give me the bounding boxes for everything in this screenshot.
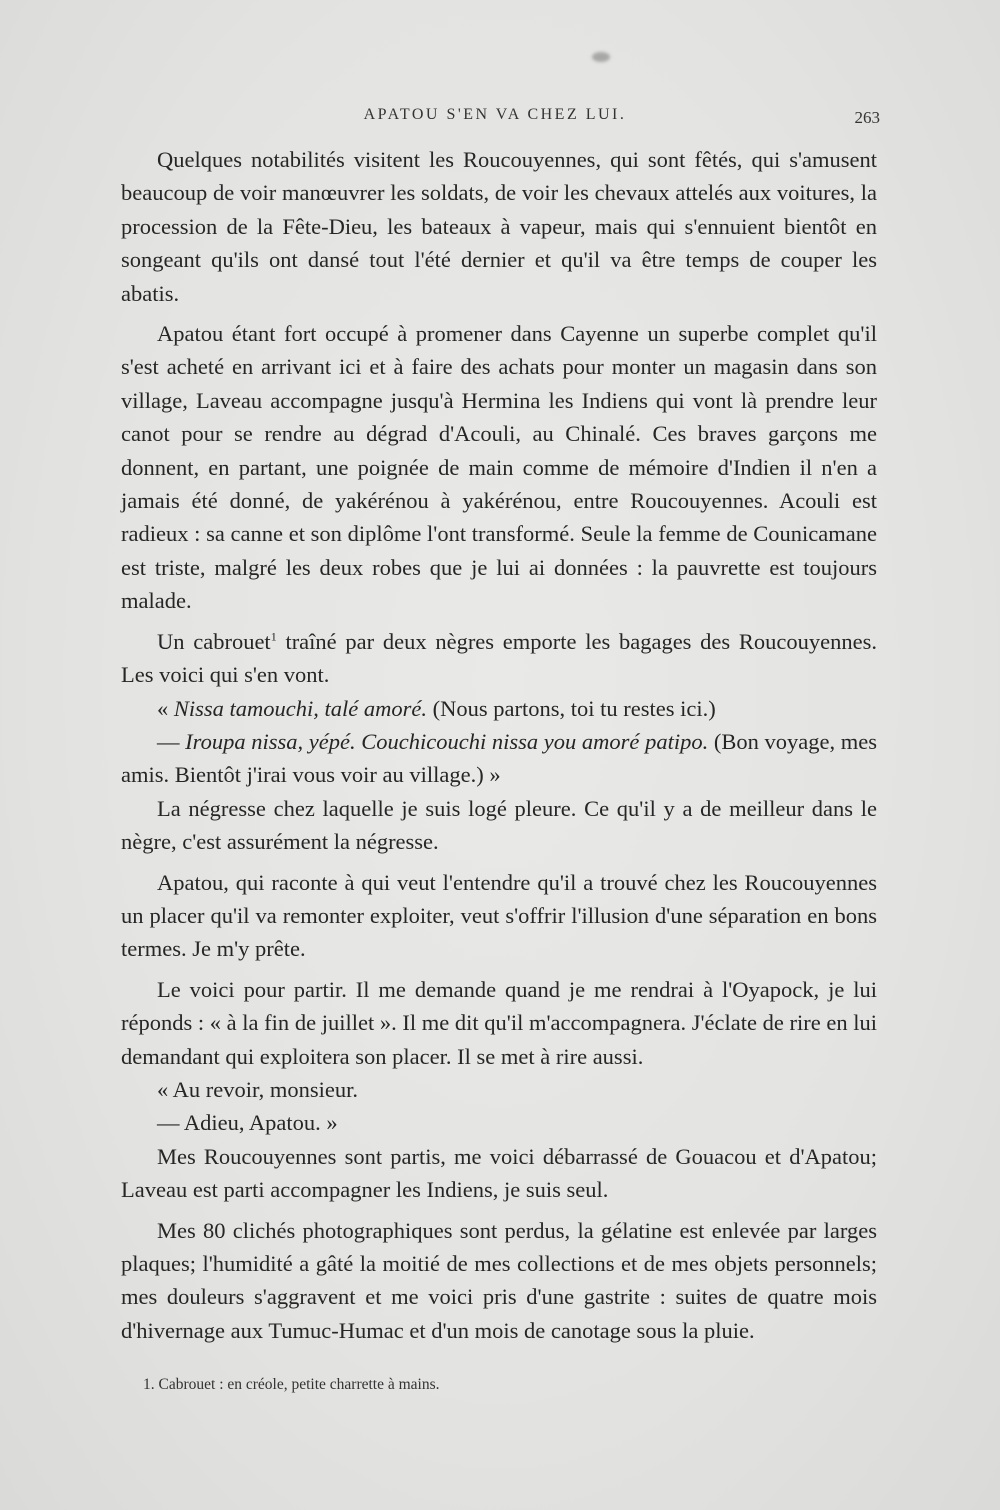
- paragraph-losses: Mes 80 clichés photographiques sont perdus, la gélatine est enlevée par larges plaques; l'humidité a gâté la moitié de mes collections et de mes objets personnels; mes douleurs s'aggravent et me voici pris d'une gastrite : suites de quatre mois d'hivernage aux Tumuc-Humac et d'un mois de canotage sous la pluie.: [121, 1217, 877, 1343]
- body-text: [121, 143, 877, 1347]
- cabrouet-text-rest: traîné par deux nègres emporte les bagages des Roucouyennes. Les voici qui s'en vont.: [121, 628, 878, 688]
- paragraph-departure: Apatou étant fort occupé à promener dans Cayenne un superbe complet qu'il s'est acheté en arrivant ici et à faire des achats pour monter un magasin dans son village, Laveau accompagne jusqu'à Hermina les Indiens qui vont là prendre leur canot pour se rendre au dégrad d'Acouli, au Chinalé. Ces braves garçons me donnent, en partant, une poignée de main comme de mémoire d'Indien il n'en a jamais été donné, de yakérénou à yakérénou, entre Roucouyennes. Acouli est radieux : sa canne et son diplôme l'ont transformé. Seule la femme de Counicamane est triste, malgré les deux robes que je lui ai données : la pauvrette est toujours malade.: [121, 321, 877, 614]
- roucouyenne-phrase: Nissa tamouchi, talé amoré.: [173, 695, 427, 721]
- paragraph-apatou-leaves: Le voici pour partir. Il me demande quand je me rendrai à l'Oyapock, je lui réponds : « à la fin de juillet ». Il me dit qu'il m'accompagnera. J'éclate de rire en lui demandant qui exploitera son placer. Il se met à rire aussi.: [121, 976, 877, 1069]
- footnote: 1. Cabrouet : en créole, petite charrette à mains.: [143, 1376, 440, 1393]
- roucouyenne-phrase: Iroupa nissa, yépé. Couchicouchi nissa you amoré patipo.: [185, 728, 709, 754]
- paragraph-apatou-placer: Apatou, qui raconte à qui veut l'entendre qu'il a trouvé chez les Roucouyennes un placer qu'il va remonter exploiter, veut s'offrir l'illusion d'une séparation en bons termes. Je m'y prête.: [121, 869, 877, 962]
- paragraph-alone: Mes Roucouyennes sont partis, me voici débarrassé de Gouacou et d'Apatou; Laveau est parti accompagner les Indiens, je suis seul.: [121, 1143, 877, 1203]
- paragraph-cabrouet: [121, 625, 877, 692]
- dialogue-goodbye: « Au revoir, monsieur.: [157, 1076, 358, 1102]
- quote-open: «: [157, 695, 174, 721]
- footnote-reference[interactable]: 1: [270, 629, 277, 644]
- page-number: 263: [854, 108, 880, 127]
- dialogue-line-indians: [121, 692, 877, 725]
- paragraph-visitors: Quelques notabilités visitent les Roucouyennes, qui sont fêtés, qui s'amusent beaucoup de voir manœuvrer les soldats, de voir les chevaux attelés aux voitures, la procession de la Fête-Dieu, les bateaux à vapeur, mais qui s'ennuient bientôt en songeant qu'ils ont dansé tout l'été dernier et qu'il va être temps de couper les abatis.: [121, 147, 877, 306]
- dash: —: [157, 728, 186, 754]
- dialogue-line-reply: [121, 725, 877, 792]
- translation: (Bon voyage, mes amis. Bientôt j'irai vous voir au village.) »: [121, 728, 878, 788]
- dialogue-adieu: — Adieu, Apatou. »: [157, 1110, 338, 1136]
- translation: (Nous partons, toi tu restes ici.): [427, 695, 716, 721]
- paper-speck: [592, 52, 610, 62]
- running-title: APATOU S'EN VA CHEZ LUI.: [363, 106, 627, 123]
- cabrouet-text: Un cabrouet: [157, 628, 271, 654]
- paragraph-negresse: La négresse chez laquelle je suis logé pleure. Ce qu'il y a de meilleur dans le nègre, c'est assurément la négresse.: [121, 795, 877, 855]
